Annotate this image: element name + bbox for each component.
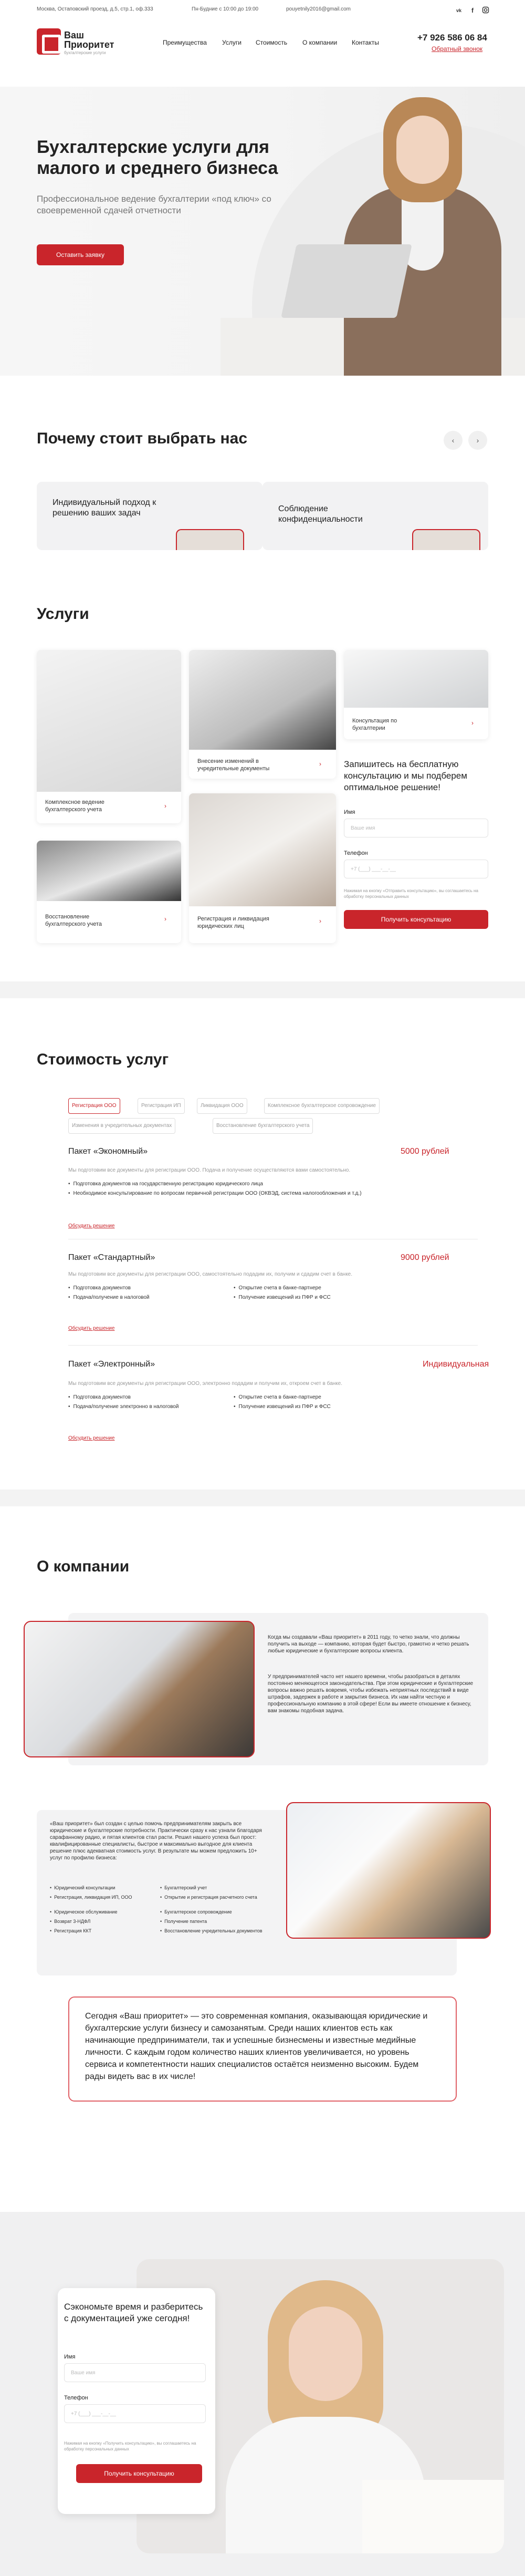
about-service-item: • Восстановление учредительных документов: [160, 1928, 270, 1934]
package-price: Индивидуальная: [423, 1360, 489, 1369]
instagram-icon[interactable]: [482, 6, 489, 14]
get-consultation-button[interactable]: Получить консультацию: [344, 910, 488, 929]
why-card-text: Соблюдение конфиденциальности: [278, 504, 363, 524]
hero-request-button[interactable]: Оставить заявку: [37, 244, 124, 265]
nav-services[interactable]: Услуги: [222, 39, 242, 46]
tab-ip-registration[interactable]: Регистрация ИП: [138, 1098, 185, 1114]
about-team-photo: [24, 1621, 255, 1757]
why-card: [262, 482, 488, 550]
service-card[interactable]: [344, 650, 488, 739]
service-image: [189, 793, 336, 906]
service-image: [344, 650, 488, 708]
phone-input[interactable]: +7 (___) ___-__-__: [64, 2404, 206, 2423]
logo-mark-icon: [37, 28, 61, 55]
about-quote: Сегодня «Ваш приоритет» — это современная компания, оказывающая юридические и бухгалтерские услуги бизнесу и самозанятым. Среди наших клиентов есть как начинающие предприниматели, так и успешные бизнесмены и известные медийные личности. С каждым годом количество наших клиентов увеличивается, но уровень сервиса и компетентности наших специалистов остаётся неизменно высоким. Будем рады видеть вас в их числе!: [68, 1996, 457, 2102]
service-card[interactable]: [189, 793, 336, 943]
tab-ooo-registration[interactable]: Регистрация ООО: [68, 1098, 120, 1114]
service-image: [37, 650, 181, 792]
phone-label: Телефон: [64, 2395, 88, 2401]
about-title: О компании: [37, 1558, 130, 1575]
facebook-icon[interactable]: [469, 6, 477, 14]
nav-prices[interactable]: Стоимость: [256, 39, 288, 46]
why-card-text: Индивидуальный подход к решению ваших задач: [52, 498, 156, 518]
service-name: Регистрация и ликвидация юридических лиц: [197, 916, 269, 929]
vk-icon[interactable]: [456, 6, 463, 14]
package-price: 9000 рублей: [401, 1253, 449, 1262]
service-card[interactable]: [37, 650, 181, 823]
bottom-consultation-button[interactable]: Получить консультацию: [76, 2464, 202, 2483]
about-service-item: • Бухгалтерский учет: [160, 1885, 270, 1891]
package-desc: Мы подготовим все документы для регистрации ООО, самостоятельно подадим их, получим и сдадим счет в банке.: [68, 1271, 353, 1277]
about-service-item: • Юридическое обслуживание: [50, 1909, 155, 1915]
topbar: [0, 0, 525, 21]
section-divider: [0, 981, 525, 998]
package-desc: Мы подготовим все документы для регистрации ООО. Подача и получение осуществляются вами самостоятельно.: [68, 1167, 351, 1173]
logo-line1: Ваш: [64, 30, 85, 40]
nav-contacts[interactable]: Контакты: [352, 39, 379, 46]
consent-text: Нажимая на кнопку «Отправить консультацию», вы соглашаетесь на обработку персональных данных: [344, 888, 478, 899]
logo[interactable]: [37, 28, 121, 57]
logo-subtitle: бухгалтерские услуги: [64, 50, 106, 55]
about-service-item: • Открытие и регистрация расчетного счета: [160, 1895, 270, 1900]
package-item: • Подготовка документов: [68, 1394, 131, 1400]
name-input[interactable]: Ваше имя: [64, 2363, 206, 2382]
services-title: Услуги: [37, 605, 89, 623]
chevron-right-icon[interactable]: ›: [319, 917, 321, 925]
hero-lead: Профессиональное ведение бухгалтерии «под ключ» со своевременной сдачей отчетности: [37, 194, 271, 215]
about-service-item: • Юридический консультации: [50, 1885, 155, 1891]
name-input[interactable]: Ваше имя: [344, 819, 488, 837]
phone-number[interactable]: +7 926 586 06 84: [417, 33, 487, 43]
prev-arrow-icon[interactable]: ‹: [444, 431, 463, 450]
email-link[interactable]: pouyetnily2016@gmail.com: [286, 6, 351, 12]
callback-link[interactable]: Обратный звонок: [432, 45, 483, 53]
name-label: Имя: [64, 2354, 76, 2360]
why-card-image: [412, 529, 480, 550]
tab-document-changes[interactable]: Изменения в учредительных документах: [68, 1118, 175, 1134]
hours-text: Пн-Будние с 10:00 до 19:00: [192, 6, 259, 12]
bottom-form-card: [58, 2288, 215, 2514]
about-service-item: • Регистрация, ликвидация ИП, ООО: [50, 1895, 155, 1900]
hero-section: [0, 87, 525, 376]
about-service-item: • Получение патента: [160, 1919, 270, 1925]
hero-title: Бухгалтерские услуги для малого и среднего бизнеса: [37, 137, 278, 178]
phone-input[interactable]: +7 (___) ___-__-__: [344, 860, 488, 878]
chevron-right-icon[interactable]: ›: [471, 719, 474, 727]
chevron-right-icon[interactable]: ›: [164, 915, 166, 923]
package-item: • Открытие счета в банке-партнере: [234, 1394, 321, 1400]
why-card-image: [176, 529, 244, 550]
chevron-right-icon[interactable]: ›: [319, 760, 321, 768]
svg-text:vk: vk: [456, 8, 462, 13]
about-service-item: • Бухгалтерское сопровождение: [160, 1909, 270, 1915]
service-name: Внесение изменений в учредительные документы: [197, 758, 270, 772]
consult-form-heading: Запишитесь на бесплатную консультацию и мы подберем оптимальное решение!: [344, 759, 467, 792]
section-divider: [0, 1489, 525, 1506]
package-item: • Получение извещений из ПФР и ФСС: [234, 1404, 331, 1410]
package-item: • Открытие счета в банке-партнере: [234, 1285, 321, 1291]
service-name: Комплексное ведение бухгалтерского учета: [45, 799, 104, 813]
about-service-item: • Возврат 3-НДФЛ: [50, 1919, 155, 1925]
package-item: • Подача/получение в налоговой: [68, 1295, 150, 1300]
chevron-right-icon[interactable]: ›: [164, 802, 166, 810]
address-text: Москва, Остаповский проезд, д.5, стр.1, оф.333: [37, 6, 153, 12]
service-card[interactable]: [189, 650, 336, 779]
package-item: • Получение извещений из ПФР и ФСС: [234, 1295, 331, 1300]
package-item: • Подготовка документов на государственную регистрацию юридического лица: [68, 1181, 263, 1187]
package-item: • Подготовка документов: [68, 1285, 131, 1291]
nav-about[interactable]: О компании: [302, 39, 338, 46]
consent-text: Нажимая на кнопку «Получить консультацию», вы соглашаетесь на обработку персональных данных: [64, 2441, 196, 2451]
hero-photo: [220, 87, 525, 376]
about-paragraph: У предпринимателей часто нет нашего времени, чтобы разобраться в деталях постоянно меняющегося законодательства. При этом юридические и бухгалтерские вопросы важно решать вовремя, чтобы избежать неприятных последствий в виде штрафов, задержек в работе и закрытия бизнеса. Их нам найти честную и профессиональную компанию в этой сфере! Если вы имеете отношение к бизнесу, вам знакомы подобная задача.: [268, 1674, 474, 1714]
why-title: Почему стоит выбрать нас: [37, 430, 248, 447]
tab-accounting-support[interactable]: Комплексное бухгалтерское сопровождение: [264, 1098, 380, 1114]
package-price: 5000 рублей: [401, 1147, 449, 1156]
about-paragraph: Когда мы создавали «Ваш приоритет» в 2011 году, то четко знали, что должны получить на выходе — компанию, которая будет быстро, грамотно и четко решать любые юридические и бухгалтерские вопросы клиента.: [268, 1634, 469, 1654]
about-service-item: • Регистрация ККТ: [50, 1928, 155, 1934]
discuss-link[interactable]: Обсудить решение: [68, 1223, 115, 1229]
package-divider: [68, 1345, 478, 1346]
next-arrow-icon[interactable]: ›: [468, 431, 487, 450]
bottom-form-heading: Сэкономьте время и разберитесь с документацией уже сегодня!: [64, 2302, 203, 2323]
about-office-photo: [286, 1802, 491, 1939]
package-item: • Подача/получение электронно в налоговой: [68, 1404, 178, 1410]
nav-advantages[interactable]: Преимущества: [163, 39, 207, 46]
service-image: [189, 650, 336, 750]
package-title: Пакет «Стандартный»: [68, 1253, 155, 1262]
service-name: Восстановление бухгалтерского учета: [45, 914, 102, 927]
phone-label: Телефон: [344, 850, 368, 856]
package-title: Пакет «Экономный»: [68, 1147, 148, 1156]
header: [0, 21, 525, 63]
name-label: Имя: [344, 809, 355, 815]
service-image: [37, 841, 181, 901]
svg-text:f: f: [471, 7, 474, 14]
pricing-title: Стоимость услуг: [37, 1051, 169, 1068]
package-item: • Необходимое консультирование по вопросам первичной регистрации ООО (ОКВЭД, система налогообложения и т.д.): [68, 1191, 478, 1196]
discuss-link[interactable]: Обсудить решение: [68, 1326, 115, 1331]
package-desc: Мы подготовим все документы для регистрации ООО, электронно подадим и получим их, откроем счет в банке.: [68, 1381, 342, 1387]
discuss-link[interactable]: Обсудить решение: [68, 1435, 115, 1441]
tab-accounting-restore[interactable]: Восстановление бухгалтерского учета: [213, 1118, 313, 1134]
package-title: Пакет «Электронный»: [68, 1360, 155, 1369]
why-card: [37, 482, 262, 550]
about-paragraph: «Ваш приоритет» был создан с целью помочь предпринимателям закрыть все юридические и бухгалтерские потребности. Практически сразу к нас узнали благодаря сарафанному радио, и пятая клиентов стал расти. Решил нашего успеха был прост: квалифицированные специалисты, быстрое и максимально выгодное для клиента решение плюс адекватная стоимость услуг. В результате мы можем предложить 10+ услуг по профилю бизнеса:: [50, 1821, 262, 1861]
tab-ooo-liquidation[interactable]: Ликвидация ООО: [197, 1098, 247, 1114]
service-card[interactable]: [37, 841, 181, 943]
logo-line2: Приоритет: [64, 39, 114, 50]
laptop-icon: [281, 244, 412, 318]
service-name: Консультация по бухгалтерии: [352, 718, 397, 731]
